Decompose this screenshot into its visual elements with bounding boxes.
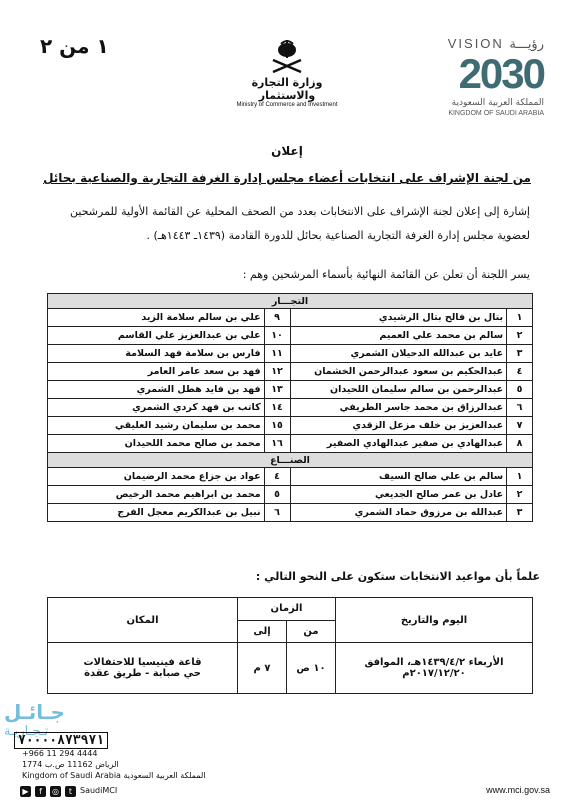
announcement-subtitle: من لجنة الإشراف على انتخابات أعضاء مجلس إدارة الغرفة التجارية والصناعية بحائل: [43, 171, 531, 185]
candidate-number: ١٢: [264, 363, 290, 381]
candidates-table: [47, 293, 533, 522]
schedule-intro: علماً بأن مواعيد الانتخابات ستكون على النحو التالي :: [255, 570, 540, 583]
place-name: قاعة فينيسيا للاحتفالات: [83, 657, 202, 668]
candidate-name: عبدالله بن مرزوق حماد الشمري: [290, 504, 507, 522]
watermark-text: جـائـل: [4, 700, 65, 724]
schedule-day: الأربعاء ١٤٣٩/٤/٢هـ، الموافق ٢٠١٧/١٢/٢٠م: [336, 643, 533, 694]
candidate-name: سالم بن محمد علي العميم: [290, 327, 507, 345]
social-icons: [20, 786, 117, 797]
table-row: [48, 417, 533, 435]
candidate-name: فهد بن فايد هطل الشمري: [48, 381, 265, 399]
candidate-name: عبدالرزاق بن محمد جاسر الطريفي: [290, 399, 507, 417]
candidate-number: ١٤: [264, 399, 290, 417]
candidate-number: ١١: [264, 345, 290, 363]
candidate-name: عبدالهادي بن صفير عبدالهادي الصفير: [290, 435, 507, 453]
instagram-icon[interactable]: ◎: [50, 786, 61, 797]
candidate-number: ٦: [507, 399, 533, 417]
footer-phone: +966 11 294 4444: [22, 749, 98, 758]
vision-year: 2030: [458, 50, 544, 97]
footer-address: [22, 748, 206, 781]
candidate-name: عايد بن عبدالله الدحيلان الشمري: [290, 345, 507, 363]
vision-country-en: KINGDOM OF SAUDI ARABIA: [448, 110, 544, 117]
candidate-number: ١: [507, 468, 533, 486]
page-number: ١ من ٢: [40, 34, 109, 58]
candidate-number: ٤: [264, 468, 290, 486]
candidate-number: ٣: [507, 345, 533, 363]
phone-box: ٧٠٠٠٠٨٧٣٩٧١: [14, 732, 108, 749]
candidate-number: ٥: [264, 486, 290, 504]
website-link[interactable]: www.mci.gov.sa: [486, 785, 550, 795]
candidate-name: نبيل بن عبدالكريم معجل الفرج: [48, 504, 265, 522]
table-row: [48, 504, 533, 522]
candidate-number: ١٥: [264, 417, 290, 435]
table-row: [48, 327, 533, 345]
schedule-place: [48, 643, 238, 694]
footer-address-line1: الرياض 11162 ص.ب 1774: [22, 760, 119, 769]
ministry-name-en: Ministry of Commerce and Investment: [236, 102, 338, 108]
table-row: [48, 309, 533, 327]
section-header: التجـــار: [48, 294, 533, 309]
saudi-emblem-icon: [267, 38, 307, 76]
table-row: [48, 345, 533, 363]
candidate-number: ٢: [507, 486, 533, 504]
candidate-name: عادل بن عمر صالح الجديعي: [290, 486, 507, 504]
candidate-name: فارس بن سلامة فهد السلامة: [48, 345, 265, 363]
header-place: المكان: [48, 598, 238, 643]
announcement-title: إعلان: [271, 144, 303, 158]
candidate-name: علي بن سالم سلامة الزيد: [48, 309, 265, 327]
intro-paragraph: إشارة إلى إعلان لجنة الإشراف على الانتخابات بعدد من الصحف المحلية عن القائمة الأولية للمرشحين لعضوية مجلس إدارة الغرفة التجارية الصناعية بحائل للدورة القادمة (١٤٣٩ـ ١٤٤٣هـ) .: [70, 205, 530, 242]
candidate-number: ٧: [507, 417, 533, 435]
place-address: حي صبابة - طريق عقدة: [84, 668, 201, 679]
candidate-number: ١: [507, 309, 533, 327]
candidate-number: ٥: [507, 381, 533, 399]
candidate-number: ٤: [507, 363, 533, 381]
table-row: [48, 486, 533, 504]
header-day-date: اليوم والتاريخ: [336, 598, 533, 643]
schedule-from: ١٠ ص: [287, 643, 336, 694]
candidate-name: محمد بن ابراهيم محمد الرخيص: [48, 486, 265, 504]
candidate-number: ٢: [507, 327, 533, 345]
header-to: إلى: [238, 620, 287, 643]
candidate-number: ١٣: [264, 381, 290, 399]
table-row: [48, 363, 533, 381]
candidate-name: محمد بن سليمان رشيد العليقي: [48, 417, 265, 435]
table-row: [48, 468, 533, 486]
twitter-icon[interactable]: t: [65, 786, 76, 797]
vision-2030-logo: [414, 36, 544, 124]
candidate-name: كاتب بن فهد كردي الشمري: [48, 399, 265, 417]
final-list-paragraph: يسر اللجنة أن تعلن عن القائمة النهائية بأسماء المرشحين وهم :: [242, 268, 530, 281]
table-row: [48, 381, 533, 399]
candidate-number: ١٠: [264, 327, 290, 345]
facebook-icon[interactable]: f: [35, 786, 46, 797]
candidate-number: ١٦: [264, 435, 290, 453]
candidate-name: بتال بن فالح بتال الرشيدي: [290, 309, 507, 327]
footer-address-line2: Kingdom of Saudi Arabia المملكة العربية السعودية: [22, 771, 206, 780]
vision-word: VISION رؤيـــة: [447, 36, 544, 51]
social-handle: SaudiMCI: [80, 786, 118, 795]
ministry-logo: [222, 38, 352, 108]
ministry-name-ar: وزارة التجارة والاستثمار: [251, 76, 323, 102]
candidate-name: عبدالعزيز بن خلف مزعل الزقدي: [290, 417, 507, 435]
section-header: الصنـــاع: [48, 453, 533, 468]
candidate-number: ٩: [264, 309, 290, 327]
candidate-name: سالم بن علي صالح السيف: [290, 468, 507, 486]
candidate-name: فهد بن سعد عامر العامر: [48, 363, 265, 381]
youtube-icon[interactable]: ▶: [20, 786, 31, 797]
candidate-name: عواد بن جزاع محمد الرضيمان: [48, 468, 265, 486]
vision-country-ar: المملكة العربية السعودية: [451, 98, 544, 108]
watermark-subtext: تـجـاريـة: [4, 724, 49, 739]
candidate-name: علي بن عبدالعزيز علي القاسم: [48, 327, 265, 345]
candidate-number: ٦: [264, 504, 290, 522]
candidate-number: ٣: [507, 504, 533, 522]
candidate-number: ٨: [507, 435, 533, 453]
candidate-name: محمد بن صالح محمد اللحيدان: [48, 435, 265, 453]
candidate-name: عبدالحكيم بن سعود عبدالرحمن الخشمان: [290, 363, 507, 381]
header-from: من: [287, 620, 336, 643]
candidate-name: عبدالرحمن بن سالم سليمان اللحيدان: [290, 381, 507, 399]
table-row: [48, 399, 533, 417]
table-row: [48, 435, 533, 453]
header-time: الزمان: [238, 598, 336, 621]
schedule-table: [47, 597, 533, 694]
schedule-to: ٧ م: [238, 643, 287, 694]
